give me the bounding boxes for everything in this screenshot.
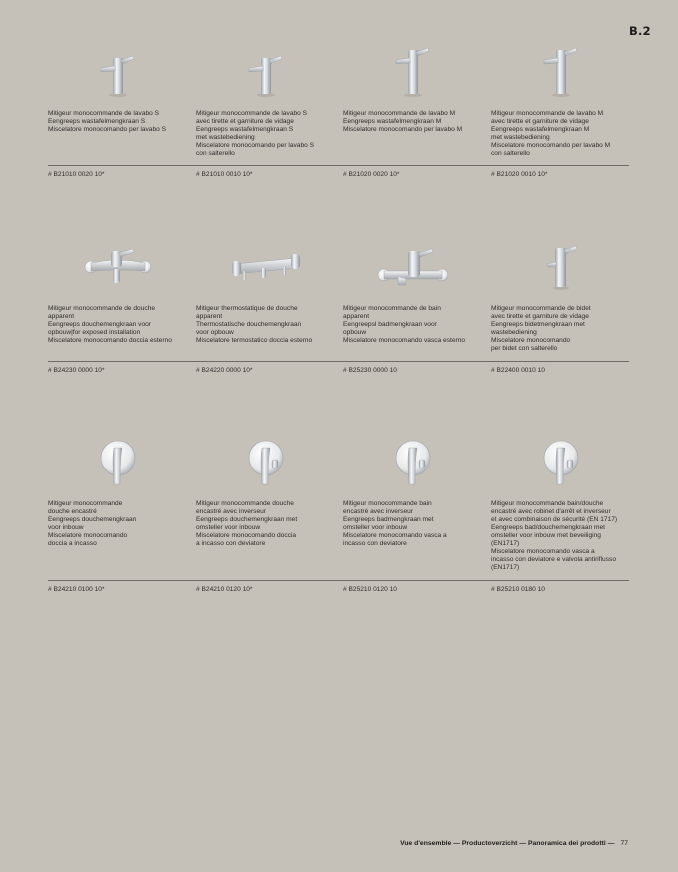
description-line: Mitigeur thermostatique de douche <box>196 305 298 312</box>
description-line: apparent <box>48 313 75 321</box>
description-line: encastré avec inverseur <box>343 508 414 516</box>
description-line: Mitigeur monocommande de bidet <box>491 305 591 312</box>
footer-text: Vue d'ensemble — Productoverzicht — Panoramica dei prodotti — <box>400 840 615 847</box>
description-line: (EN1717) <box>491 540 520 548</box>
article-code: # B24210 0120 10* <box>196 586 253 593</box>
description-line: incasso con deviatore e valvola antiriflusso <box>491 556 616 564</box>
description-line: Eengreepsl badmengkraan voor <box>343 321 437 329</box>
basin-mixer-s-icon <box>48 40 188 104</box>
article-code: # B25230 0000 10 <box>343 367 397 374</box>
row-divider <box>48 580 629 581</box>
concealed-bath-shower-safety-icon <box>491 430 631 494</box>
description-line: Miscelatore monocomando <box>48 532 128 540</box>
exposed-bath-mixer-icon <box>343 235 483 299</box>
description-line: con salterello <box>196 150 235 158</box>
concealed-shower-mixer-icon <box>48 430 188 494</box>
description-line: met wastebediening <box>491 134 550 142</box>
page-number: 77 <box>620 840 628 847</box>
description-line: Miscelatore monocomando vasca a <box>343 532 447 540</box>
product-description <box>196 110 341 158</box>
product-description <box>48 305 193 345</box>
product-description <box>196 500 341 548</box>
description-line: douche encastré <box>48 508 97 516</box>
description-line: Eengreeps wastafelmengkraan S <box>196 126 294 134</box>
description-line: per bidet con salterello <box>491 345 558 353</box>
description-line: omsteller voor inbouw met beveiliging <box>491 532 601 540</box>
article-code: # B25210 0180 10 <box>491 586 545 593</box>
description-line: Eengreeps wastafelmengkraan S <box>48 118 146 126</box>
description-line: Eengreeps douchemengkraan voor <box>48 321 152 329</box>
description-line: Eengreeps wastafelmengkraan M <box>343 118 442 126</box>
description-line: Mitigeur monocommande bain/douche <box>491 500 604 507</box>
description-line: a incasso con deviatore <box>196 540 266 548</box>
description-line: encastré avec inverseur <box>196 508 267 516</box>
page-footer <box>400 840 628 847</box>
concealed-shower-diverter-icon <box>196 430 336 494</box>
description-line: Mitigeur monocommande de lavabo M <box>343 110 456 117</box>
description-line: wastebediening <box>491 329 537 337</box>
description-line: incasso con deviatore <box>343 540 407 548</box>
article-code: # B22400 0010 10 <box>491 367 545 374</box>
description-line: Miscelatore monocomando <box>491 337 571 345</box>
basin-mixer-m-icon <box>343 40 483 104</box>
description-line: Mitigeur monocommande de douche <box>48 305 156 312</box>
description-line: Eengreeps douchemengkraan met <box>196 516 298 524</box>
description-line: Eengreeps bad/douchemengkraan met <box>491 524 606 532</box>
product-description <box>491 305 636 353</box>
row-divider <box>48 361 629 362</box>
description-line: Miscelatore monocomando vasca esterno <box>343 337 466 345</box>
description-line: Miscelatore monocomando doccia <box>196 532 297 540</box>
description-line: et avec combinaison de sécurité (EN 1717) <box>491 516 618 524</box>
article-code: # B24230 0000 10* <box>48 367 105 374</box>
product-description <box>343 110 488 134</box>
article-code: # B21010 0010 10* <box>196 171 253 178</box>
product-description <box>343 500 488 548</box>
exposed-shower-mixer-icon <box>48 235 188 299</box>
product-description <box>343 305 488 345</box>
description-line: Mitigeur monocommande de bain <box>343 305 441 312</box>
description-line: avec tirette et garniture de vidage <box>491 118 589 126</box>
product-description <box>48 110 193 134</box>
description-line: opbouw <box>343 329 367 337</box>
basin-mixer-m-popup-icon <box>491 40 631 104</box>
description-line: Mitigeur monocommande <box>48 500 123 507</box>
description-line: Mitigeur monocommande de lavabo M <box>491 110 604 117</box>
row-divider <box>48 165 629 166</box>
product-description <box>48 500 193 548</box>
description-line: Mitigeur monocommande douche <box>196 500 294 507</box>
description-line: apparent <box>196 313 223 321</box>
article-code: # B21010 0020 10* <box>48 171 105 178</box>
description-line: Mitigeur monocommande bain <box>343 500 432 507</box>
description-line: omsteller voor inbouw <box>196 524 261 532</box>
description-line: apparent <box>343 313 370 321</box>
product-description <box>491 500 636 572</box>
concealed-bath-mixer-icon <box>343 430 483 494</box>
description-line: Eengreeps badmengkraan met <box>343 516 434 524</box>
article-code: # B21020 0020 10* <box>343 171 400 178</box>
description-line: Miscelatore termostatico doccia esterno <box>196 337 313 345</box>
description-line: opbouw|for exposed installation <box>48 329 141 337</box>
description-line: Miscelatore monocomando per lavabo M <box>343 126 463 134</box>
description-line: avec tirette et garniture de vidage <box>196 118 294 126</box>
basin-mixer-s-popup-icon <box>196 40 336 104</box>
description-line: encastré avec robinet d'arrêt et inverseur <box>491 508 611 516</box>
article-code: # B21020 0010 10* <box>491 171 548 178</box>
description-line: Miscelatore monocomando doccia esterno <box>48 337 172 345</box>
description-line: Eengreeps douchemengkraan <box>48 516 137 524</box>
description-line: Mitigeur monocommande de lavabo S <box>48 110 160 117</box>
section-code: B.2 <box>628 24 651 38</box>
thermostatic-shower-mixer-icon <box>196 235 336 299</box>
description-line: doccia a incasso <box>48 540 97 548</box>
description-line: omsteller voor inbouw <box>343 524 408 532</box>
description-line: Mitigeur monocommande de lavabo S <box>196 110 308 117</box>
description-line: Eengreeps wastafelmengkraan M <box>491 126 590 134</box>
product-description <box>491 110 636 158</box>
description-line: Eengreeps bidetmengkraan met <box>491 321 585 329</box>
description-line: Miscelatore monocomando vasca a <box>491 548 595 556</box>
article-code: # B24210 0100 10* <box>48 586 105 593</box>
article-code: # B24220 0000 10* <box>196 367 253 374</box>
description-line: avec tirette et garniture de vidage <box>491 313 589 321</box>
article-code: # B25210 0120 10 <box>343 586 397 593</box>
description-line: Miscelatore monocomando per lavabo M <box>491 142 611 150</box>
description-line: con salterello <box>491 150 530 158</box>
description-line: Miscelatore monocomando per lavabo S <box>48 126 167 134</box>
description-line: Thermostatische douchemengkraan <box>196 321 302 329</box>
product-description <box>196 305 341 345</box>
description-line: (EN1717) <box>491 564 520 572</box>
bidet-mixer-icon <box>491 235 631 299</box>
description-line: met wastebediening <box>196 134 255 142</box>
description-line: Miscelatore monocomando per lavabo S <box>196 142 315 150</box>
description-line: voor inbouw <box>48 524 84 532</box>
description-line: voor opbouw <box>196 329 234 337</box>
